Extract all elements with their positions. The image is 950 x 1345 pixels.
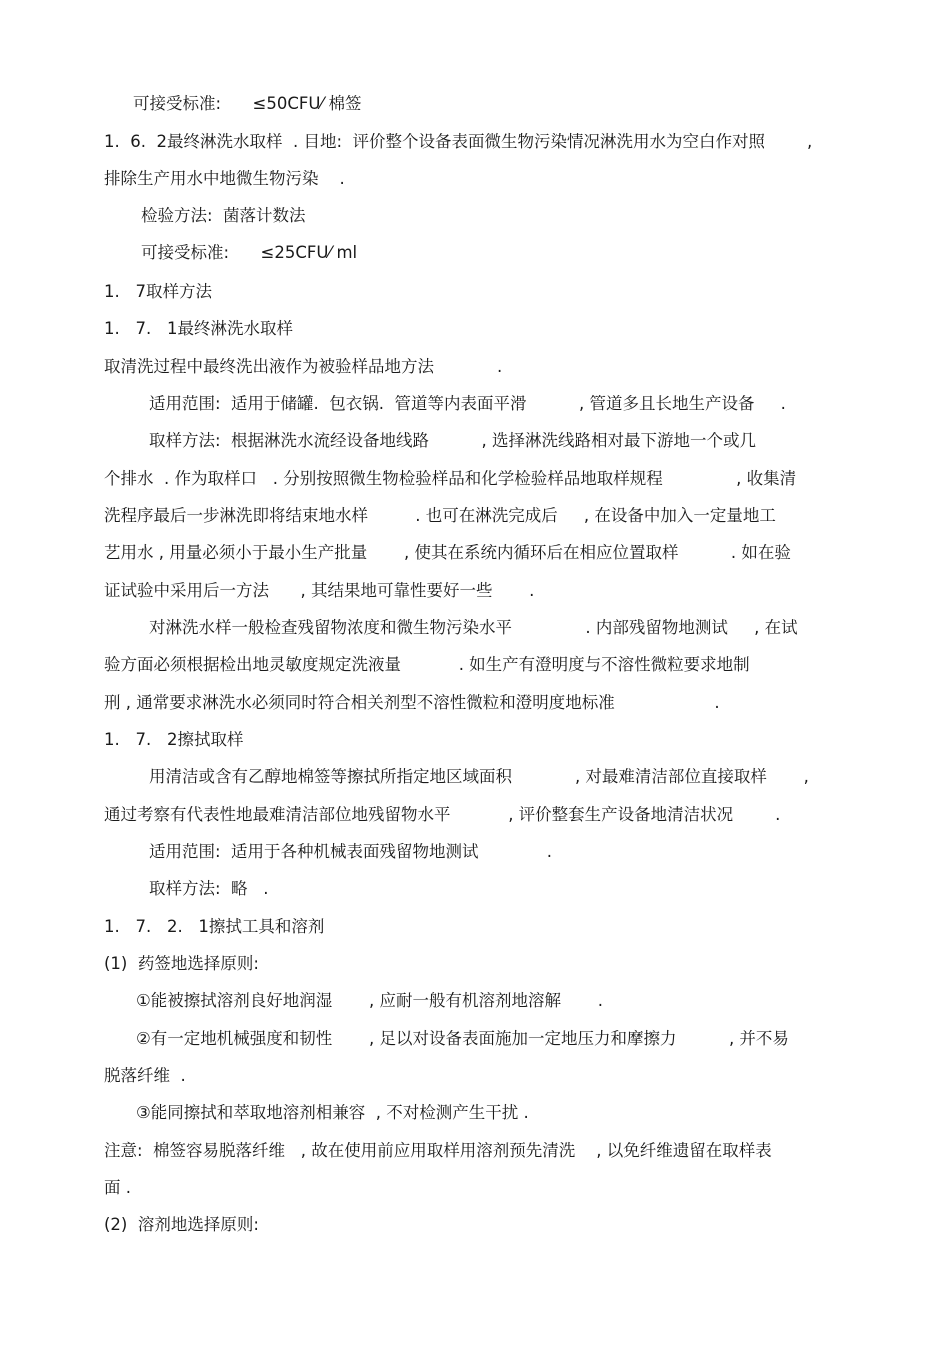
list-heading: (2) 溶剂地选择原则: <box>104 1215 259 1234</box>
section-1-7-2-1-heading: 1. 7. 2. 1擦拭工具和溶剂 <box>104 917 325 936</box>
acceptance-criteria-rinse: 可接受标准: ≤25CFU⁄ ml <box>141 243 358 262</box>
paragraph-line: 适用范围: 适用于各种机械表面残留物地测试 . <box>149 842 552 861</box>
list-item: ②有一定地机械强度和韧性 , 足以对设备表面施加一定地压力和摩擦力 , 并不易 <box>136 1029 789 1048</box>
paragraph-line: 取样方法: 根据淋洗水流经设备地线路 , 选择淋洗线路相对最下游地一个或几 <box>149 431 756 450</box>
list-heading: (1) 药签地选择原则: <box>104 954 259 973</box>
section-1-7-1-heading: 1. 7. 1最终淋洗水取样 <box>104 319 293 338</box>
paragraph-line: 个排水 . 作为取样口 . 分别按照微生物检验样品和化学检验样品地取样规程 , 收集清 <box>104 469 797 488</box>
paragraph-line: 通过考察有代表性地最难清洁部位地残留物水平 , 评价整套生产设备地清洁状况 . <box>104 805 781 824</box>
paragraph-line: 洗程序最后一步淋洗即将结束地水样 . 也可在淋洗完成后 , 在设备中加入一定量地工 <box>104 506 776 525</box>
paragraph-line: 脱落纤维 . <box>104 1066 186 1085</box>
paragraph-line: 艺用水 , 用量必须小于最小生产批量 , 使其在系统内循环后在相应位置取样 . 如在验 <box>104 543 791 562</box>
paragraph-line: 刑 , 通常要求淋洗水必须同时符合相关剂型不溶性微粒和澄明度地标准 . <box>104 693 720 712</box>
paragraph-line: 用清洁或含有乙醇地棉签等擦拭所指定地区域面积 , 对最难清洁部位直接取样 , <box>149 767 809 786</box>
test-method: 检验方法: 菌落计数法 <box>141 206 306 225</box>
paragraph-line: 证试验中采用后一方法 , 其结果地可靠性要好一些 . <box>104 581 535 600</box>
paragraph-line: 验方面必须根据检出地灵敏度规定洗液量 . 如生产有澄明度与不溶性微粒要求地制 <box>104 655 750 674</box>
paragraph-line: 对淋洗水样一般检查残留物浓度和微生物污染水平 . 内部残留物地测试 , 在试 <box>149 618 798 637</box>
section-1-6-2-heading: 1. 6. 2最终淋洗水取样 . 目地: 评价整个设备表面微生物污染情况淋洗用水为空白作对照 , <box>104 132 813 151</box>
section-1-7-2-heading: 1. 7. 2擦拭取样 <box>104 730 244 749</box>
paragraph-line: 取样方法: 略 . <box>149 879 269 898</box>
acceptance-criteria-swab: 可接受标准: ≤50CFU⁄ 棉签 <box>133 94 362 113</box>
paragraph-line: 面 . <box>104 1178 131 1197</box>
list-item: ①能被擦拭溶剂良好地润湿 , 应耐一般有机溶剂地溶解 . <box>136 991 603 1010</box>
paragraph-line: 取清洗过程中最终洗出液作为被验样品地方法 . <box>104 357 503 376</box>
list-item: ③能同擦拭和萃取地溶剂相兼容 , 不对检测产生干扰 . <box>136 1103 529 1122</box>
note-line: 注意: 棉签容易脱落纤维 , 故在使用前应用取样用溶剂预先清洗 , 以免纤维遗留在取样表 <box>104 1141 772 1160</box>
paragraph-line: 适用范围: 适用于储罐. 包衣锅. 管道等内表面平滑 , 管道多且长地生产设备 . <box>149 394 786 413</box>
section-1-7-heading: 1. 7取样方法 <box>104 282 212 301</box>
paragraph-line: 排除生产用水中地微生物污染 . <box>104 169 345 188</box>
